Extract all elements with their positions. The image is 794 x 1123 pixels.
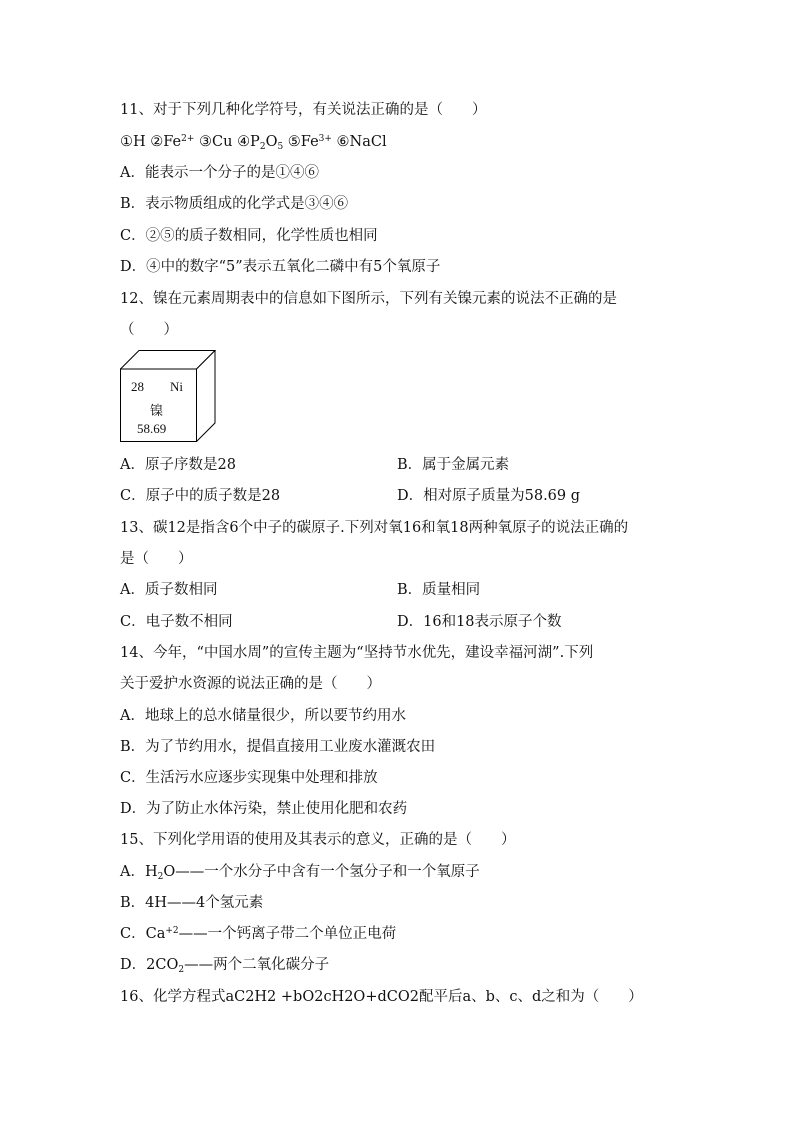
q13-option-c: C．电子数不相同 bbox=[120, 614, 233, 630]
q13-option-b: B．质量相同 bbox=[397, 582, 481, 598]
q14-stem-line1: 14、今年，“中国水周”的宣传主题为“坚持节水优先，建设幸福河湖”.下列 bbox=[120, 645, 594, 661]
q11-symbols bbox=[120, 132, 387, 152]
q13-option-d: D．16和18表示原子个数 bbox=[397, 614, 562, 630]
q12-stem-line2: （ ） bbox=[120, 322, 178, 338]
q12-option-d: D．相对原子质量为58.69 g bbox=[397, 488, 581, 504]
q15-option-c: C．$Ca^{+2}——$一个钙离子带二个单位正电荷 bbox=[120, 926, 397, 942]
q12-option-c: C．原子中的质子数是28 bbox=[120, 488, 281, 504]
q14-option-b: B．为了节约用水，提倡直接用工业废水灌溉农田 bbox=[120, 739, 436, 755]
q15-option-b: B．4H——4个氢元素 bbox=[120, 895, 264, 911]
q14-option-c: C．生活污水应逐步实现集中处理和排放 bbox=[120, 770, 378, 786]
symbol-4: $④P_2O_5$ bbox=[237, 134, 284, 152]
q15-stem: 15、下列化学用语的使用及其表示的意义，正确的是（ ） bbox=[120, 832, 516, 848]
symbol-6: ⑥NaCl bbox=[336, 134, 387, 150]
q12-stem-line1: 12、镍在元素周期表中的信息如下图所示，下列有关镍元素的说法不正确的是 bbox=[120, 291, 617, 307]
symbol-5: $⑤Fe^{3+}$ bbox=[287, 134, 332, 150]
q14-option-d: D．为了防止水体污染，禁止使用化肥和农药 bbox=[120, 801, 408, 817]
atomic-mass: 58.69 bbox=[137, 421, 167, 436]
element-symbol: Ni bbox=[170, 379, 183, 394]
q13-stem-line2: 是（ ） bbox=[120, 551, 193, 567]
q13-stem-line1: 13、碳12是指含6个中子的碳原子.下列对氧16和氧18两种氧原子的说法正确的 bbox=[120, 520, 629, 536]
q14-option-a: A．地球上的总水储量很少，所以要节约用水 bbox=[120, 708, 406, 724]
atomic-number: 28 bbox=[131, 379, 144, 394]
element-name: 镍 bbox=[150, 404, 164, 419]
q11-option-a: A．能表示一个分子的是①④⑥ bbox=[120, 165, 319, 181]
q11-option-c: C．②⑤的质子数相同，化学性质也相同 bbox=[120, 228, 378, 244]
q13-option-a: A．质子数相同 bbox=[120, 582, 218, 598]
q12-option-a: A．原子序数是28 bbox=[120, 457, 236, 473]
q16-stem: 16、化学方程式aC2H2 +bO2cH2O+dCO2配平后a、b、c、d之和为（ ） bbox=[120, 989, 643, 1005]
element-cube-drawing bbox=[120, 350, 216, 442]
q11-option-d: D．④中的数字“5”表示五氧化二磷中有5个氧原子 bbox=[120, 259, 441, 275]
symbol-2: $②Fe^{2+}$ bbox=[150, 134, 195, 150]
q12-option-b: B．属于金属元素 bbox=[397, 457, 510, 473]
element-cell-figure bbox=[120, 350, 216, 442]
q11-option-b: B．表示物质组成的化学式是③④⑥ bbox=[120, 196, 349, 212]
symbol-3: ③Cu bbox=[199, 134, 233, 150]
symbol-1: ①H bbox=[120, 134, 146, 150]
q14-stem-line2: 关于爱护水资源的说法正确的是（ ） bbox=[120, 676, 381, 692]
q11-stem: 11、对于下列几种化学符号，有关说法正确的是（ ） bbox=[120, 102, 487, 118]
q15-option-d: D．$2CO_2——$两个二氧化碳分子 bbox=[120, 957, 330, 975]
q15-option-a: A．$H_2O——$一个水分子中含有一个氢分子和一个氧原子 bbox=[120, 864, 480, 882]
